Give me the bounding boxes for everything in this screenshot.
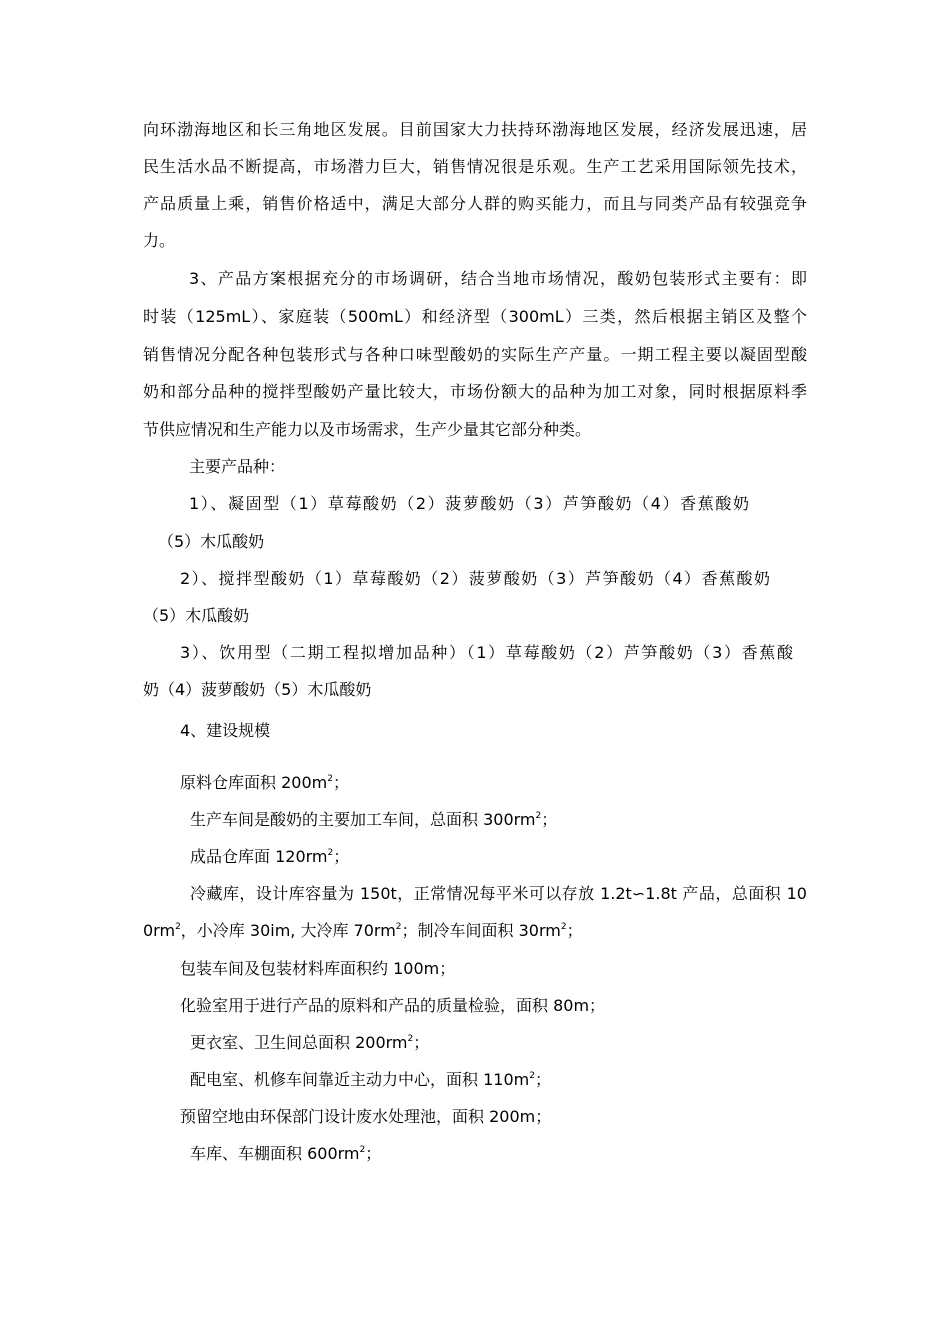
scale-item-text: 0rm (143, 921, 176, 940)
scale-item-text: ，小冷库 30im, 大冷库 70rm (180, 921, 396, 940)
intro-line-4: 力。 (143, 231, 176, 250)
scale-item-tail: ； (332, 773, 349, 792)
scale-item-text: 生产车间是酸奶的主要加工车间，总面积 300rm (190, 810, 536, 829)
scale-item-cold-storage-line-2 (143, 920, 583, 942)
superscript: 2 (529, 1071, 535, 1081)
scale-item-raw-warehouse (180, 772, 349, 794)
scale-item-lab: 化验室用于进行产品的原料和产品的质量检验，面积 80m； (180, 996, 606, 1015)
scheme-line-1: 3、产品方案根据充分的市场调研，结合当地市场情况，酸奶包装形式主要有：即 (189, 269, 807, 288)
scale-item-tail: ； (534, 1070, 551, 1089)
product-group-1-line-2: （5）木瓜酸奶 (158, 532, 265, 551)
scheme-line-4: 奶和部分品种的搅拌型酸奶产量比较大，市场份额大的品种为加工对象，同时根据原料季 (143, 382, 807, 401)
superscript: 2 (395, 922, 402, 932)
scale-item-text: 车库、车棚面积 600rm (190, 1144, 360, 1163)
scale-item-wastewater: 预留空地由环保部门设计废水处理池，面积 200m； (180, 1107, 552, 1126)
scale-item-finished-warehouse (190, 846, 349, 868)
scale-item-tail: ； (333, 847, 350, 866)
scale-item-locker (190, 1032, 429, 1054)
scale-item-text: 配电室、机修车间靠近主动力中心，面积 110m (190, 1070, 530, 1089)
scale-heading: 4、建设规模 (180, 721, 271, 740)
scale-item-tail: ； (365, 1144, 382, 1163)
intro-line-2: 民生活水品不断提高，市场潜力巨大，销售情况很是乐观。生产工艺采用国际领先技术， (143, 157, 807, 176)
scale-item-garage (190, 1143, 381, 1165)
superscript: 2 (327, 774, 333, 784)
superscript: 2 (535, 811, 542, 821)
products-heading: 主要产品种： (189, 457, 286, 476)
scale-item-production (190, 809, 557, 831)
scheme-line-3: 销售情况分配各种包装形式与各种口味型酸奶的实际生产产量。一期工程主要以凝固型酸 (143, 345, 807, 364)
intro-line-1: 向环渤海地区和长三角地区发展。目前国家大力扶持环渤海地区发展，经济发展迅速，居 (143, 120, 807, 139)
scale-item-tail: ； (541, 810, 558, 829)
scale-item-packaging: 包装车间及包装材料库面积约 100m； (180, 959, 456, 978)
scale-item-power (190, 1069, 551, 1091)
scheme-line-2: 时装（125mL）、家庭装（500mL）和经济型（300mL）三类，然后根据主销区及整个 (143, 307, 807, 326)
superscript: 2 (175, 922, 181, 932)
product-group-2-line-1: 2）、搅拌型酸奶（1）草莓酸奶（2）菠萝酸奶（3）芦笋酸奶（4）香蕉酸奶 (180, 569, 770, 588)
product-group-2-line-2: （5）木瓜酸奶 (143, 606, 250, 625)
scale-item-tail: ； (566, 921, 583, 940)
superscript: 2 (407, 1034, 414, 1044)
scale-item-text: 原料仓库面积 200m (180, 773, 328, 792)
intro-line-3: 产品质量上乘，销售价格适中，满足大部分人群的购买能力，而且与同类产品有较强竞争 (143, 194, 807, 213)
superscript: 2 (359, 1145, 366, 1155)
product-group-3-line-1: 3）、饮用型（二期工程拟增加品种）（1）草莓酸奶（2）芦笋酸奶（3）香蕉酸 (180, 643, 793, 662)
superscript: 2 (327, 848, 334, 858)
scale-item-text: ；制冷车间面积 30rm (401, 921, 561, 940)
superscript: 2 (560, 922, 567, 932)
scale-item-cold-storage-line-1: 冷藏库，设计库容量为 150t，正常情况每平米可以存放 1.2t∽1.8t 产品，总面积 10 (190, 884, 807, 903)
scale-item-text: 成品仓库面 120rm (190, 847, 328, 866)
product-group-3-line-2: 奶（4）菠萝酸奶（5）木瓜酸奶 (143, 680, 372, 699)
scheme-line-5: 节供应情况和生产能力以及市场需求，生产少量其它部分种类。 (143, 420, 592, 439)
scale-item-tail: ； (413, 1033, 430, 1052)
scale-item-text: 更衣室、卫生间总面积 200rm (190, 1033, 408, 1052)
product-group-1-line-1: 1）、凝固型（1）草莓酸奶（2）菠萝酸奶（3）芦笋酸奶（4）香蕉酸奶 (189, 494, 749, 513)
